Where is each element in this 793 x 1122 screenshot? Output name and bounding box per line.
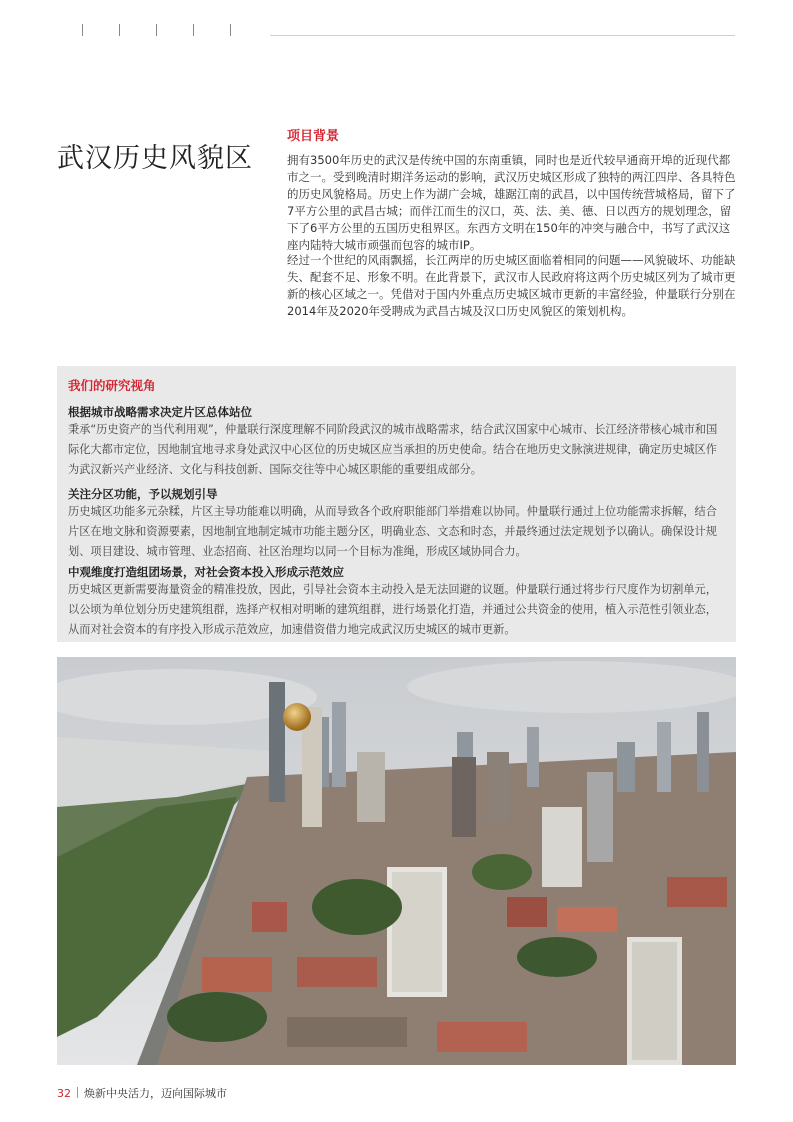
page-number: 32 bbox=[57, 1087, 71, 1100]
research-panel-title: 我们的研究视角 bbox=[68, 378, 156, 393]
research-item-body: 秉承“历史资产的当代利用观”，仲量联行深度理解不同阶段武汉的城市战略需求，结合武汉国家中心城市、长江经济带核心城市和国际化大都市定位，因地制宜地寻求身处武汉中心区位的历史城区应当承担的历史使命。结合在地历史文脉演进规律，确定历史城区作为武汉新兴产业经济、文化与科技创新、国际交往等中心城区职能的重要组成部分。 bbox=[68, 423, 718, 476]
header-tick bbox=[230, 24, 231, 36]
header-tick bbox=[119, 24, 120, 36]
header-tick bbox=[82, 24, 83, 36]
research-item-body: 历史城区更新需要海量资金的精准投放，因此，引导社会资本主动投入是无法回避的议题。仲量联行通过将步行尺度作为切割单元，以公顷为单位划分历史建筑组群，选择产权相对明晰的建筑组群，进行场景化打造，并通过公共资金的使用，植入示范性引领业态，从而对社会资本的有序投入形成示范效应，加速借资借力地完成武汉历史城区的城市更新。 bbox=[68, 583, 717, 636]
research-item-heading: 根据城市战略需求决定片区总体站位 bbox=[68, 405, 252, 419]
footer-text: 焕新中央活力，迈向国际城市 bbox=[84, 1087, 227, 1100]
page-footer bbox=[57, 1085, 227, 1101]
header-tick bbox=[193, 24, 194, 36]
research-item-body: 历史城区功能多元杂糅，片区主导功能难以明确，从而导致各个政府职能部门举措难以协同。仲量联行通过上位功能需求拆解，结合片区在地文脉和资源要素，因地制宜地制定城市功能主题分区，明确业态、文态和时态，并最终通过法定规划予以确认。确保设计规划、项目建设、城市管理、业态招商、社区治理均以同一个目标为准绳，形成区域协同合力。 bbox=[68, 505, 717, 558]
background-section-title: 项目背景 bbox=[287, 129, 340, 144]
background-paragraph: 经过一个世纪的风雨飘摇，长江两岸的历史城区面临着相同的问题——风貌破坏、功能缺失、配套不足、形象不明。在此背景下，武汉市人民政府将这两个历史城区列为了城市更新的核心区域之一。凭借对于国内外重点历史城区城市更新的丰富经验，仲量联行分别在2014年及2020年受聘成为武昌古城及汉口历史风貌区的策划机构。 bbox=[287, 253, 736, 318]
city-aerial-photo bbox=[57, 657, 736, 1065]
research-item-heading: 关注分区功能，予以规划引导 bbox=[68, 487, 218, 501]
header-rule bbox=[270, 35, 735, 36]
background-paragraph: 拥有3500年历史的武汉是传统中国的东南重镇，同时也是近代较早通商开埠的近现代都市之一。受到晚清时期洋务运动的影响，武汉历史城区形成了独特的两江四岸、各具特色的历史风貌格局。历史上作为湖广会城，雄踞江南的武昌，以中国传统营城格局，留下了7平方公里的武昌古城；而伴江而生的汉口，英、法、美、德、日以西方的规划理念，留下了6平方公里的五国历史租界区。东西方文明在150年的冲突与融合中，书写了武汉这座内陆特大城市顽强而包容的城市IP。 bbox=[287, 153, 736, 252]
page-title: 武汉历史风貌区 bbox=[57, 143, 253, 175]
footer-divider bbox=[77, 1087, 78, 1098]
header-tick bbox=[156, 24, 157, 36]
research-panel bbox=[57, 366, 736, 642]
research-item-heading: 中观维度打造组团场景，对社会资本投入形成示范效应 bbox=[68, 565, 344, 579]
